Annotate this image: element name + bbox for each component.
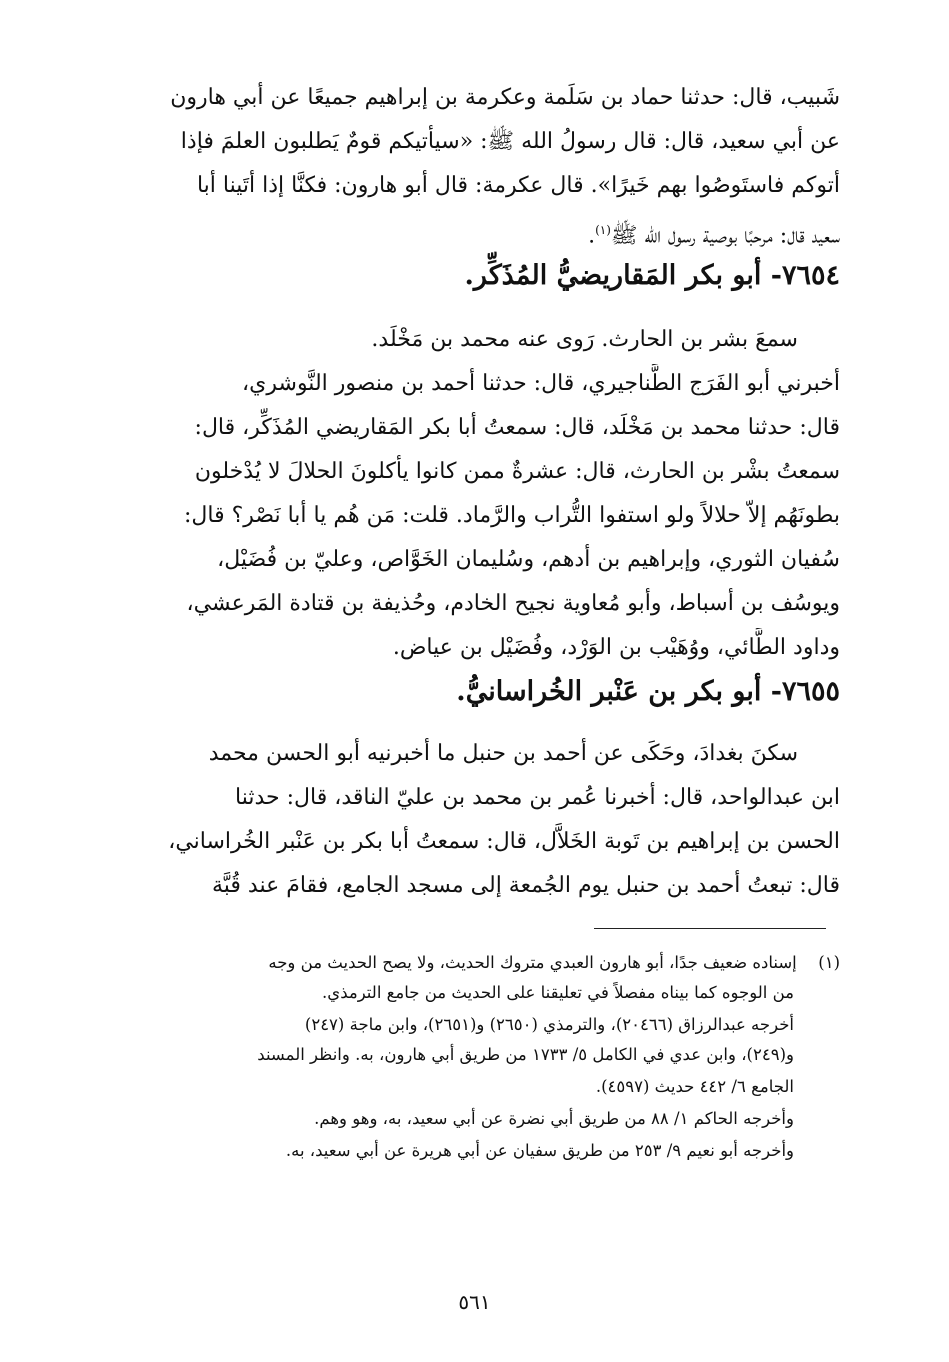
footnote-text: إسناده ضعيف جدًا، أبو هارون العبدي متروك الحديث، ولا يصح الحديث من وجه — [268, 953, 797, 972]
footnote-line: وأخرجه أبو نعيم ٩/ ٢٥٣ من طريق سفيان عن أبي هريرة عن أبي سعيد، به. — [285, 1141, 794, 1160]
text-line: ويوسُف بن أسباط، وأبو مُعاوية نجيح الخادم، وحُذيفة بن قتادة المَرعشي، — [186, 591, 840, 616]
text-line: شَبيب، قال: حدثنا حماد بن سَلَمة وعكرمة بن إبراهيم جميعًا عن أبي هارون — [170, 85, 840, 110]
main-text — [120, 78, 840, 908]
footnote-separator — [594, 928, 826, 929]
text-line — [120, 210, 840, 250]
footnote-line: و(٢٤٩)، وابن عدي في الكامل ٥/ ١٧٣٣ من طريق أبي هارون، به. وانظر المسند — [257, 1045, 794, 1064]
text-segment: سعيد قال: مرحبًا بوصية رسول الله ﷺ — [610, 223, 840, 249]
text-line: سُفيان الثوري، وإبراهيم بن أدهم، وسُليمان الخَوَّاص، وعليّ بن فُضَيْل، — [217, 547, 840, 572]
text-line: أتوكم فاستَوصُوا بهم خَيرًا». قال عكرمة: قال أبو هارون: فكنَّا إذا أتَينا أبا — [196, 173, 840, 198]
text-line: سكنَ بغدادَ، وحَكَى عن أحمد بن حنبل ما أخبرنيه أبو الحسن محمد — [208, 741, 798, 766]
text-line: بطونَهُم إلاّ حلالاً ولو استفوا التُّراب والرَّماد. قلت: مَن هُم يا أبا نَصْر؟ قال: — [183, 503, 840, 528]
footnotes — [120, 948, 840, 1188]
text-line: أخبرني أبو الفَرَج الطَّناجيري، قال: حدثنا أحمد بن منصور النَّوشري، — [242, 371, 840, 396]
text-line: سمعتُ بشْر بن الحارث، قال: عشرةٌ ممن كانوا يأكلونَ الحلالَ لا يُدْخلون — [194, 459, 840, 484]
text-line: ابن عبدالواحد، قال: أخبرنا عُمر بن محمد بن عليّ الناقد، قال: حدثنا — [235, 785, 840, 810]
footnote-number: (١) — [818, 953, 840, 972]
text-line: عن أبي سعيد، قال: قال رسولُ الله ﷺ: «سيأتيكم قومٌ يَطلبون العلمَ فإذا — [180, 129, 840, 154]
page-number: ٥٦١ — [458, 1290, 491, 1314]
footnote-marker: (١) — [595, 223, 611, 237]
footnote-line: أخرجه عبدالرزاق (٢٠٤٦٦)، والترمذي (٢٦٥٠) و(٢٦٥١)، وابن ماجة (٢٤٧) — [304, 1015, 794, 1034]
entry-heading: ٧٦٥٤- أبو بكر المَقاريضيُّ المُذَكِّر. — [464, 260, 840, 291]
entry-heading: ٧٦٥٥- أبو بكر بن عَنْبر الخُراسانيُّ. — [456, 676, 840, 707]
footnote-line: الجامع ٦/ ٤٤٢ حديث (٤٥٩٧). — [595, 1077, 794, 1096]
text-line: قال: تبعتُ أحمد بن حنبل يوم الجُمعة إلى مسجد الجامع، فقامَ عند قُبَّة — [211, 873, 840, 898]
text-line: سمعَ بشر بن الحارث. رَوى عنه محمد بن مَخْلَد. — [371, 327, 798, 352]
text-line: قال: حدثنا محمد بن مَخْلَد، قال: سمعتُ أبا بكر المَقاريضي المُذَكِّر، قال: — [194, 415, 840, 440]
text-segment: . — [588, 223, 596, 249]
footnote-line: من الوجوه كما بيناه مفصلاً في تعليقنا على الحديث من جامع الترمذي. — [322, 983, 794, 1002]
footnote-line — [120, 948, 840, 978]
text-line: الحسن بن إبراهيم بن تَوبة الخَلاَّل، قال: سمعتُ أبا بكر بن عَنْبر الخُراساني، — [168, 829, 840, 854]
text-line: وداود الطَّائي، ووُهَيْب بن الوَرْد، وفُضَيْل بن عياض. — [392, 635, 840, 660]
footnote-line: وأخرجه الحاكم ١/ ٨٨ من طريق أبي نضرة عن أبي سعيد، به، وهو وهم. — [314, 1109, 794, 1128]
